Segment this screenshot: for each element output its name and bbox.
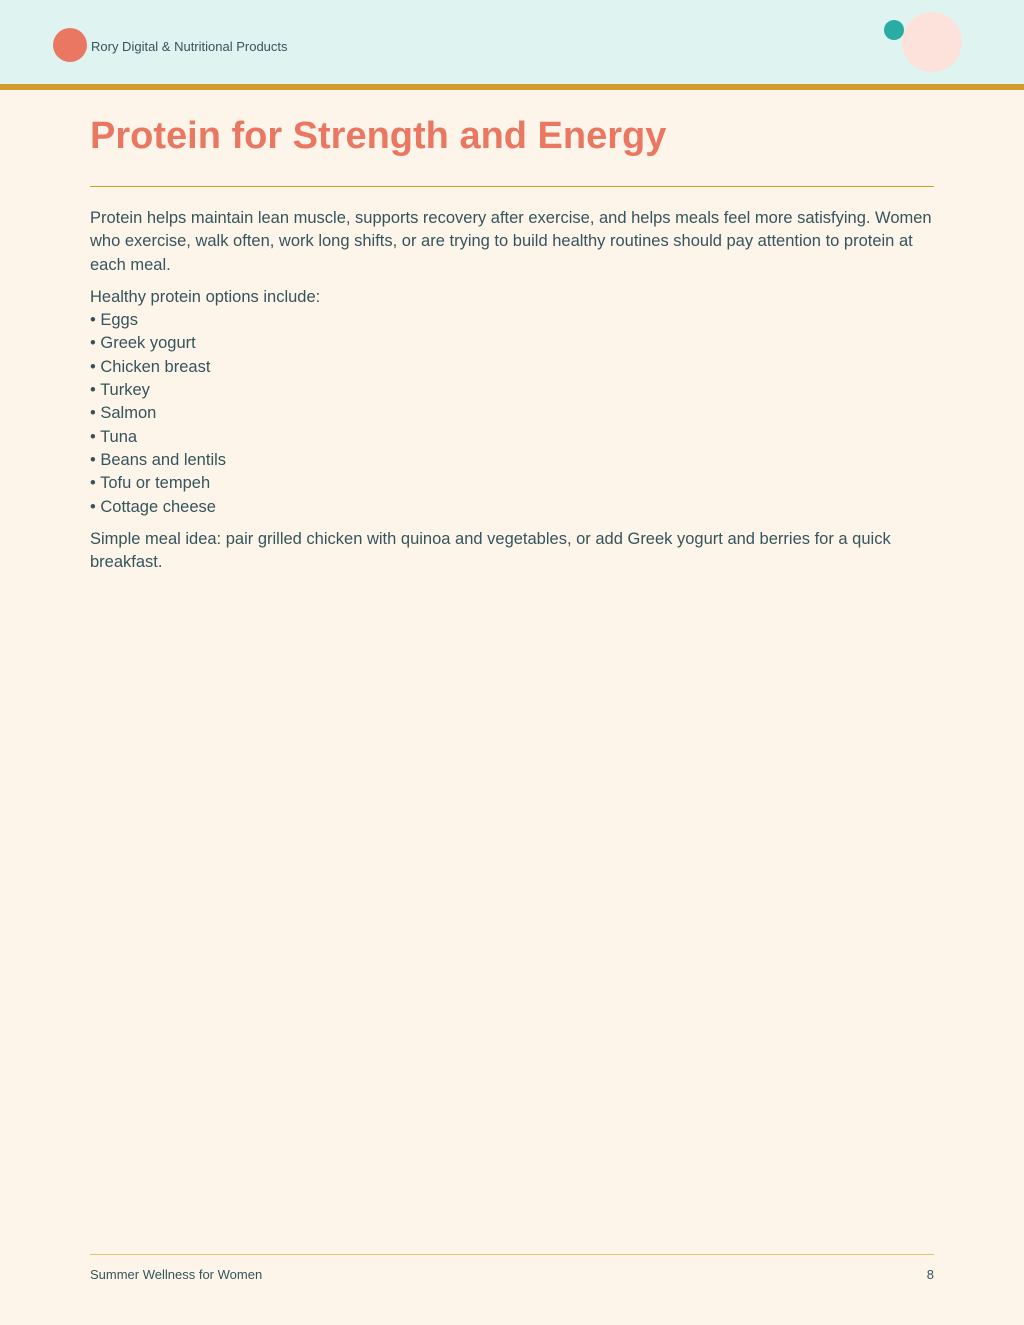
meal-idea-paragraph: Simple meal idea: pair grilled chicken with quinoa and vegetables, or add Greek yogurt and berries for a quick breakfast. bbox=[90, 529, 891, 572]
decorative-circle-small bbox=[884, 20, 904, 40]
brand-logo-circle bbox=[53, 28, 87, 62]
list-item: • Beans and lentils bbox=[90, 450, 227, 469]
protein-options-list bbox=[90, 309, 934, 519]
main-content bbox=[90, 112, 934, 574]
list-item: • Greek yogurt bbox=[90, 334, 196, 353]
protein-options-label: Healthy protein options include: bbox=[90, 287, 321, 306]
brand-name: Rory Digital & Nutritional Products bbox=[91, 39, 288, 54]
list-item: • Salmon bbox=[90, 404, 157, 423]
decorative-circle-large bbox=[902, 12, 962, 72]
list-item: • Tofu or tempeh bbox=[90, 474, 211, 493]
intro-paragraph: Protein helps maintain lean muscle, supports recovery after exercise, and helps meals feel more satisfying. Women who exercise, walk often, work long shifts, or are trying to build healthy routines should pay attention to protein at each meal. bbox=[90, 209, 932, 274]
list-item: • Eggs bbox=[90, 311, 138, 330]
header-accent-bar bbox=[0, 84, 1024, 90]
list-item: • Chicken breast bbox=[90, 357, 211, 376]
page-title: Protein for Strength and Energy bbox=[90, 115, 667, 157]
list-item: • Tuna bbox=[90, 427, 138, 446]
page-number: 8 bbox=[926, 1267, 934, 1282]
footer-publication-title: Summer Wellness for Women bbox=[90, 1267, 263, 1282]
footer-divider bbox=[90, 1254, 934, 1255]
title-divider bbox=[90, 186, 934, 187]
page-header bbox=[0, 0, 1024, 84]
list-item: • Turkey bbox=[90, 381, 150, 400]
list-item: • Cottage cheese bbox=[90, 497, 216, 516]
